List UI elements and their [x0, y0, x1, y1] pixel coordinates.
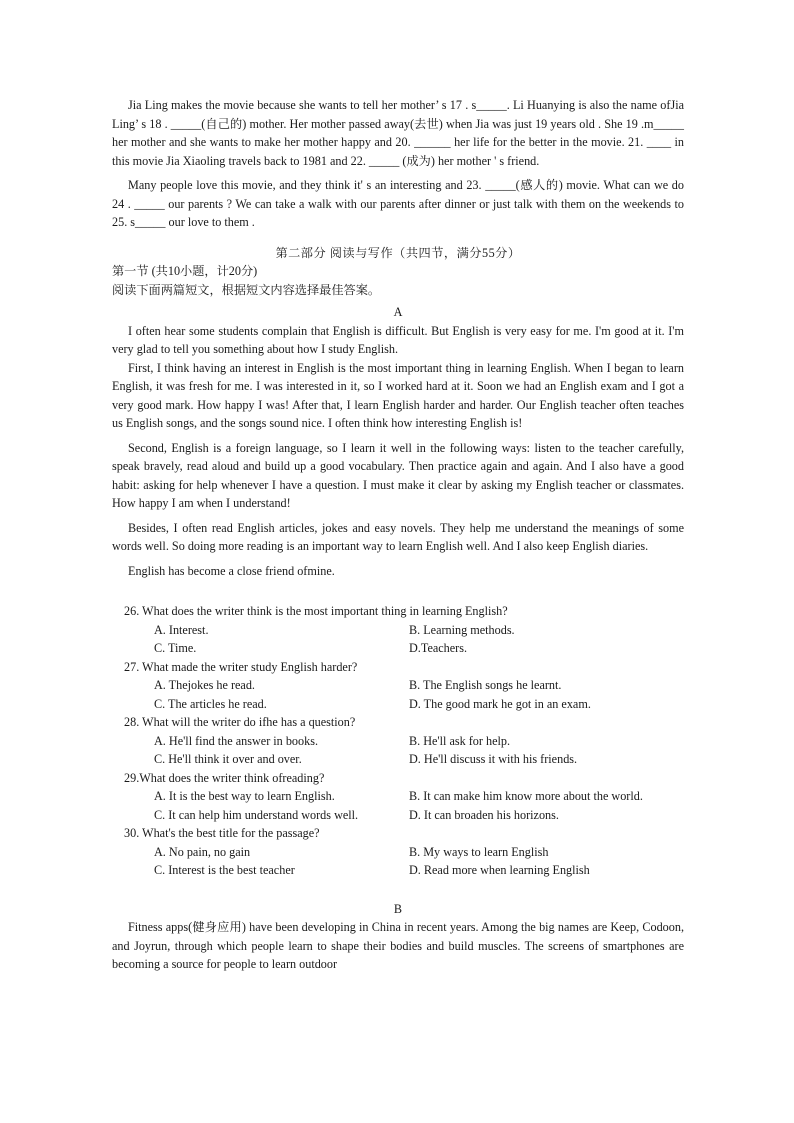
- question-stem: 30. What's the best title for the passage?: [124, 826, 320, 840]
- passage-b-letter: B: [393, 901, 403, 916]
- option-b: B. He'll ask for help.: [409, 733, 511, 748]
- option-c: C. It can help him understand words well.: [154, 807, 359, 822]
- option-b: B. It can make him know more about the world.: [409, 789, 643, 803]
- exam-page: [112, 96, 684, 974]
- option-b: B. Learning methods.: [409, 622, 515, 637]
- question-28: [112, 713, 684, 769]
- option-d: D. Read more when learning English: [409, 863, 590, 877]
- question-list: [112, 602, 684, 880]
- option-d: D. The good mark he got in an exam.: [409, 696, 591, 711]
- option-a: A. Interest.: [154, 622, 209, 637]
- option-a: A. Thejokes he read.: [154, 678, 255, 692]
- option-a: A. It is the best way to learn English.: [154, 789, 335, 803]
- option-d: D. He'll discuss it with his friends.: [409, 752, 578, 766]
- fill-blank-paragraph-1: Jia Ling makes the movie because she wants to tell her mother’ s 17 . s_____. Li Huanying is also the name ofJia Ling’ s 18 . _____(自己的) mother. Her mother passed away(去世) when Jia was just 19 years old . She 19 .m_____ her mother and she wants to make her mother happy and 20. ______ her life for the better in the movie. 21. ____ in this movie Jia Xiaoling travels back to 1981 and 22. _____ (成为) her mother ' s friend.: [112, 98, 684, 168]
- passage-a-paragraph-3: Second, English is a foreign language, so I learn it well in the following ways: listen to the teacher carefully, speak bravely, read aloud and build up a good vocabulary. Then practice again and again. And I also have a good habit: asking for help whenever I have a question. I must make it clear by asking my English teacher or classmates. How happy I am when I understand!: [112, 440, 684, 510]
- section1-title: 第一节 (共10小题，计20分): [112, 264, 258, 278]
- part2-title: 第二部分 阅读与写作（共四节，满分55分）: [275, 245, 521, 260]
- option-c: C. Time.: [154, 641, 197, 655]
- option-c: C. Interest is the best teacher: [154, 863, 295, 877]
- question-stem: 27. What made the writer study English harder?: [124, 659, 358, 674]
- option-c: C. The articles he read.: [154, 696, 267, 711]
- option-b: B. The English songs he learnt.: [409, 678, 562, 692]
- option-a: A. He'll find the answer in books.: [154, 733, 318, 748]
- passage-a-paragraph-4: Besides, I often read English articles, jokes and easy novels. They help me understand the meanings of some words well. So doing more reading is an important way to learn English well. And I also keep English diaries.: [112, 520, 684, 553]
- passage-a-letter: A: [393, 305, 403, 319]
- fill-blank-paragraph-2: Many people love this movie, and they think it' s an interesting and 23. _____(感人的) movie. What can we do 24 . _____ our parents ? We can take a walk with our parents after dinner or just talk with them on the weekends to 25. s_____ our love to them .: [112, 178, 684, 229]
- option-d: D. It can broaden his horizons.: [409, 807, 559, 822]
- question-26: [112, 602, 684, 658]
- question-stem: 28. What will the writer do ifhe has a question?: [124, 715, 356, 729]
- question-stem: 26. What does the writer think is the most important thing in learning English?: [124, 604, 508, 618]
- option-d: D.Teachers.: [409, 641, 468, 655]
- passage-a-paragraph-2: First, I think having an interest in English is the most important thing in learning English. When I began to learn English, it was fresh for me. I was interested in it, so I worked hard at it. Soon we had an English exam and I got a very good mark. How happy I was! After that, I learn English harder and harder. Our English teacher often teaches us English songs, and the songs sound nice. I often think how interesting English is!: [112, 360, 684, 430]
- question-29: [112, 769, 684, 825]
- option-b: B. My ways to learn English: [409, 844, 549, 859]
- question-stem: 29.What does the writer think ofreading?: [124, 770, 325, 785]
- passage-b-paragraph-1: Fitness apps(健身应用) have been developing in China in recent years. Among the big names are Keep, Codoon, and Joyrun, through which people learn to shape their bodies and build muscles. The screens of smartphones are becoming a source for people to learn outdoor: [112, 920, 684, 971]
- passage-a-paragraph-5: English has become a close friend ofmine.: [128, 563, 335, 578]
- option-a: A. No pain, no gain: [154, 844, 251, 859]
- section1-instruction: 阅读下面两篇短文，根据短文内容选择最佳答案。: [112, 282, 381, 297]
- question-30: [112, 824, 684, 880]
- option-c: C. He'll think it over and over.: [154, 752, 302, 766]
- passage-a-paragraph-1: I often hear some students complain that English is difficult. But English is very easy for me. I'm good at it. I'm very glad to tell you something about how I study English.: [112, 323, 684, 356]
- question-27: [112, 658, 684, 714]
